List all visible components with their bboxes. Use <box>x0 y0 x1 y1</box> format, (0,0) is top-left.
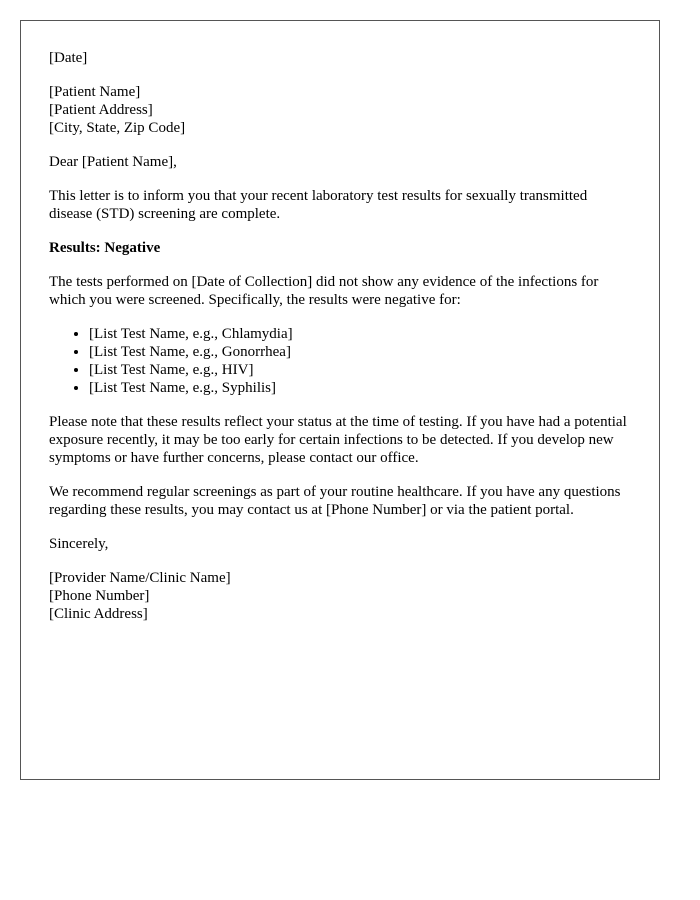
recipient-block <box>49 83 631 137</box>
signature-address: [Clinic Address] <box>49 606 148 622</box>
signature-block <box>49 569 631 623</box>
recipient-name: [Patient Name] <box>49 84 141 100</box>
recommendation-paragraph: We recommend regular screenings as part of your routine healthcare. If you have any questions regarding these results, you may contact us at [Phone Number] or via the patient portal. <box>49 484 621 518</box>
letter-date: [Date] <box>49 50 88 66</box>
list-item-test-chlamydia: • [List Test Name, e.g., Chlamydia] <box>89 325 631 343</box>
list-item-test-gonorrhea: • [List Test Name, e.g., Gonorrhea] <box>89 343 631 361</box>
intro-paragraph: This letter is to inform you that your recent laboratory test results for sexually transmitted disease (STD) screening are complete. <box>49 188 588 222</box>
test-list <box>49 325 631 397</box>
signature-phone: [Phone Number] <box>49 588 150 604</box>
note-paragraph: Please note that these results reflect your status at the time of testing. If you have had a potential exposure recently, it may be too early for certain infections to be detected. If you develop new symptoms or have further concerns, please contact our office. <box>49 414 627 466</box>
list-item-test-hiv: • [List Test Name, e.g., HIV] <box>89 361 631 379</box>
letter-document <box>20 20 660 780</box>
signature-provider: [Provider Name/Clinic Name] <box>49 570 231 586</box>
results-paragraph: The tests performed on [Date of Collection] did not show any evidence of the infections for which you were screened. Specifically, the results were negative for: <box>49 274 599 308</box>
list-item-test-syphilis: • [List Test Name, e.g., Syphilis] <box>89 379 631 397</box>
salutation: Dear [Patient Name], <box>49 154 177 170</box>
results-heading: Results: Negative <box>49 240 161 256</box>
recipient-city-state-zip: [City, State, Zip Code] <box>49 120 186 136</box>
closing: Sincerely, <box>49 536 109 552</box>
recipient-address: [Patient Address] <box>49 102 153 118</box>
